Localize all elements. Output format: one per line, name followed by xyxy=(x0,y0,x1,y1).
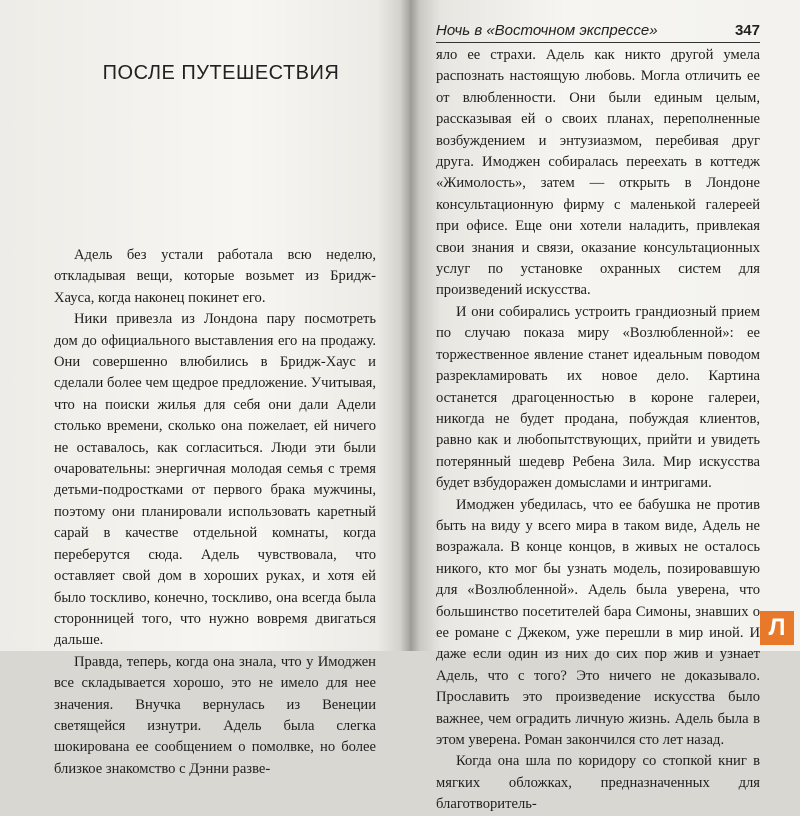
paragraph: И они собирались устроить грандиозный прием по случаю показа миру «Возлюбленной»: ее торжественное явление станет идеальным поводом разрекламировать их новое дело. Картина останется драгоценностью в короне галереи, никогда не будет продана, побуждая клиентов, равно как и любопытствующих, прийти и увидеть потерянный шедевр Ребена Зила. Мир искусства будет взбудоражен домыслами и интригами. xyxy=(436,303,760,492)
chapter-title: ПОСЛЕ ПУТЕШЕСТВИЯ xyxy=(102,62,340,84)
right-page-body xyxy=(436,45,760,816)
page-number: 347 xyxy=(734,22,760,39)
left-page-body xyxy=(54,245,376,780)
paragraph: Адель без устали работала всю неделю, откладывая вещи, которые возьмет из Бридж-Хауса, когда наконец покинет его. xyxy=(54,247,376,306)
paragraph: Когда она шла по коридору со стопкой книг в мягких обложках, предназначенных для благотворитель- xyxy=(436,753,760,813)
publisher-logo-icon xyxy=(760,611,794,645)
paragraph-continuation: яло ее страхи. Адель как никто другой умела распознать настоящую любовь. Могла отличить ее от влюбленности. Они были единым целым, рассказывая ей о своих планах, переполненные возбуждением и энтузиазмом, перебивая друг друга. Имоджен собиралась переехать в коттедж «Жимолость», затем — открыть в Лондоне консультационную фирму с маленькой галереей при офисе. Еще они хотели наладить, привлекая свои знания и связи, оказание консультационных услуг по установке охранных систем для произведений искусства. xyxy=(436,47,760,299)
paragraph: Правда, теперь, когда она знала, что у Имоджен все складывается хорошо, это не имело для нее значения. Внучка вернулась из Венеции светящейся изнутри. Адель была слегка шокирована ее сообщением о помолвке, но более близкое знакомство с Дэнни разве- xyxy=(54,653,376,777)
running-header xyxy=(436,22,760,43)
paragraph: Имоджен убедилась, что ее бабушка не против быть на виду у всего мира в таком виде, Адель не возражала. В конце концов, в живых не осталось никого, кто мог бы узнать модель, позировавшую для «Возлюбленной». Адель была уверена, что большинство посетителей бара Симоны, знавших о ее романе с Джеком, уже перешли в мир иной. И даже если один из них до сих пор жив и узнает Адель, что с того? Это ничего не доказывало. Прославить это произведение искусства было важнее, чем оградить личную жизнь. Адель была в этом уверена. Роман закончился сто лет назад. xyxy=(436,496,760,748)
logo-letter: Л xyxy=(768,614,786,641)
left-page xyxy=(0,0,410,777)
paragraph: Ники привезла из Лондона пару посмотреть дом до официального выставления его на продажу. Они совершенно влюбились в Бридж-Хаус и сделали более чем щедрое предложение. Учитывая, что на поиски жилья для себя они дали Адели столько времени, сколько она пожелает, ей ничего не оставалось, как согласиться. Люди эти были очаровательны: энергичная молодая семья с тремя детьми-подростками от первого брака мужчины, поэтому они планировали использовать каретный сарай в качестве отдельной комнаты, когда переберутся сюда. Адель чувствовала, что оставляет свой дом в хороших руках, и хотя ей было тоскливо, конечно, тоскливо, она всегда была сторонницей того, что нужно вовремя двигаться дальше. xyxy=(54,311,376,649)
running-title: Ночь в «Восточном экспрессе» xyxy=(436,22,658,39)
right-page xyxy=(410,0,800,813)
